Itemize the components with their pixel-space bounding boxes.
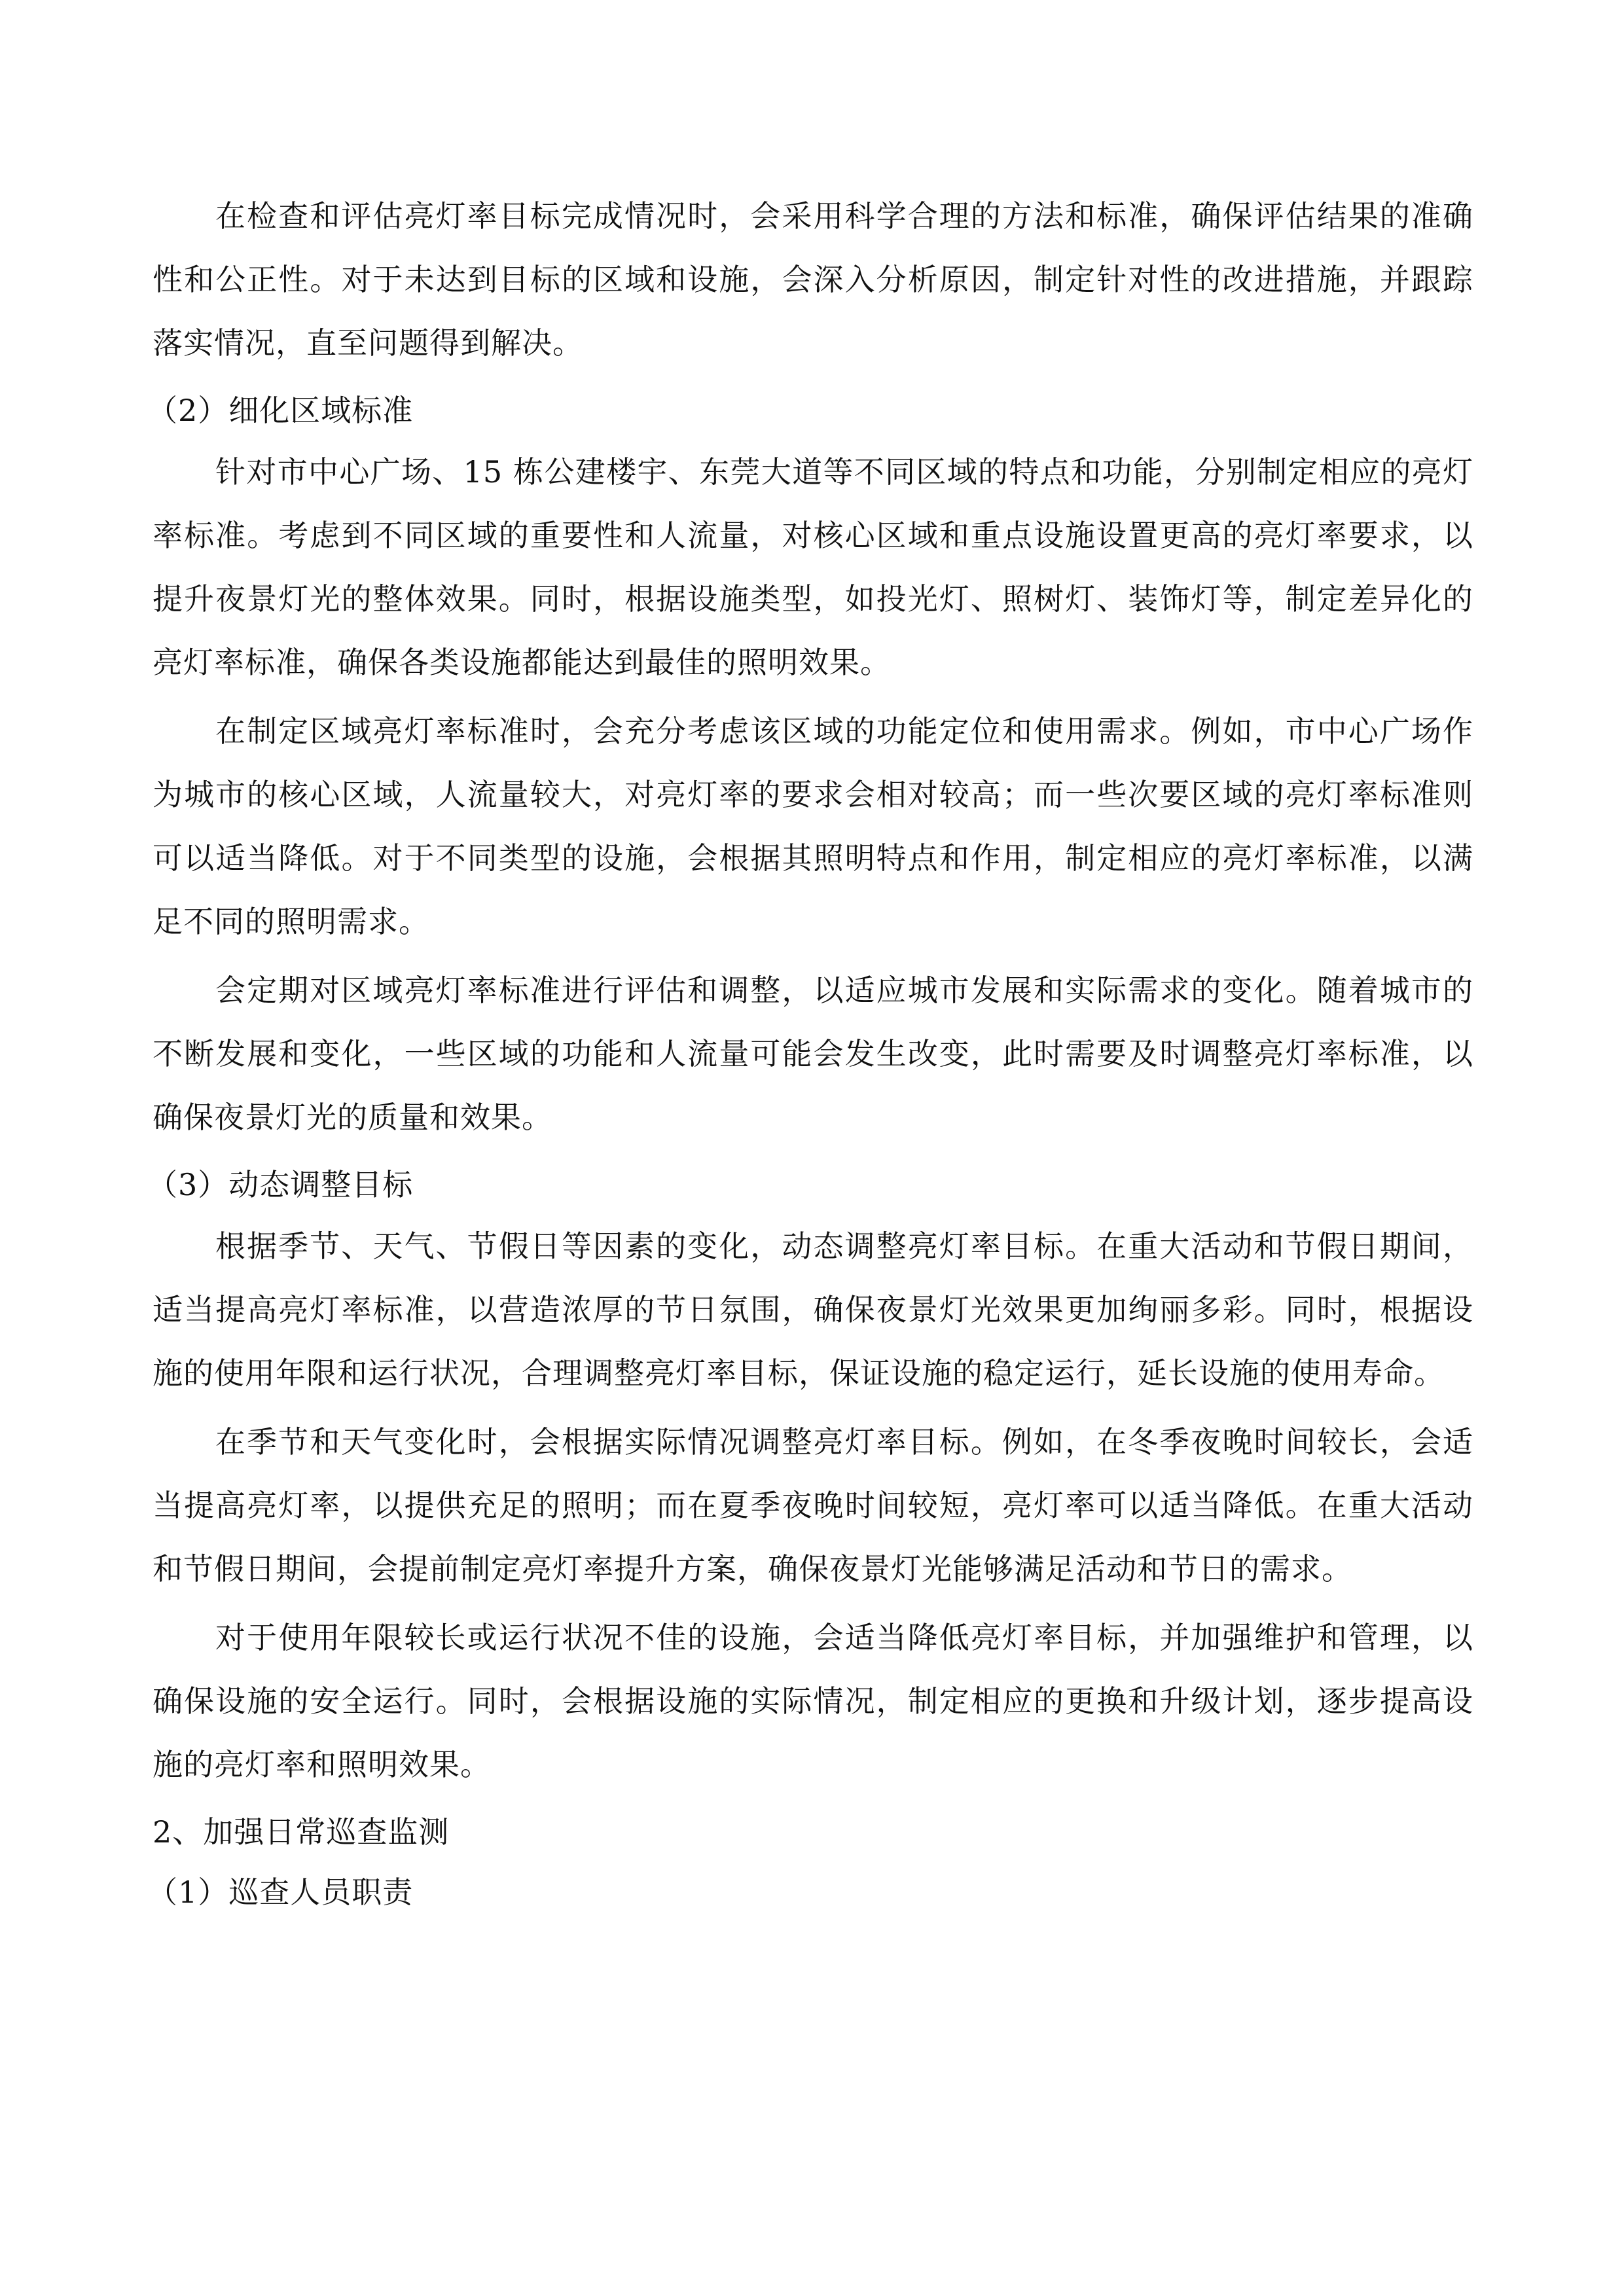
paragraph-regional-standards-formulation: 在制定区域亮灯率标准时，会充分考虑该区域的功能定位和使用需求。例如，市中心广场作为城市的核心区域，人流量较大，对亮灯率的要求会相对较高；而一些次要区域的亮灯率标准则可以适当降低。对于不同类型的设施，会根据其照明特点和作用，制定相应的亮灯率标准，以满足不同的照明需求。 bbox=[153, 713, 1473, 939]
paragraph-seasonal-adjustment: 在季节和天气变化时，会根据实际情况调整亮灯率目标。例如，在冬季夜晚时间较长，会适当提高亮灯率，以提供充足的照明；而在夏季夜晚时间较短，亮灯率可以适当降低。在重大活动和节假日期间，会提前制定亮灯率提升方案，确保夜景灯光能够满足活动和节日的需求。 bbox=[153, 1424, 1473, 1587]
paragraph-dynamic-adjustment-intro: 根据季节、天气、节假日等因素的变化，动态调整亮灯率目标。在重大活动和节假日期间，适当提高亮灯率标准，以营造浓厚的节日氛围，确保夜景灯光效果更加绚丽多彩。同时，根据设施的使用年限和运行状况，合理调整亮灯率目标，保证设施的稳定运行，延长设施的使用寿命。 bbox=[153, 1229, 1473, 1391]
paragraph-regional-standards-review: 会定期对区域亮灯率标准进行评估和调整，以适应城市发展和实际需求的变化。随着城市的不断发展和变化，一些区域的功能和人流量可能会发生改变，此时需要及时调整亮灯率标准，以确保夜景灯光的质量和效果。 bbox=[153, 973, 1473, 1135]
heading-refine-regional-standards: （2）细化区域标准 bbox=[147, 393, 414, 428]
heading-dynamic-adjustment: （3）动态调整目标 bbox=[147, 1167, 414, 1202]
heading-daily-patrol-monitoring: 2、加强日常巡查监测 bbox=[153, 1814, 450, 1850]
paragraph-regional-standards-intro: 针对市中心广场、15 栋公建楼宇、东莞大道等不同区域的特点和功能，分别制定相应的亮灯率标准。考虑到不同区域的重要性和人流量，对核心区域和重点设施设置更高的亮灯率要求，以提升夜景灯光的整体效果。同时，根据设施类型，如投光灯、照树灯、装饰灯等，制定差异化的亮灯率标准，确保各类设施都能达到最佳的照明效果。 bbox=[153, 454, 1473, 680]
paragraph-evaluation-method: 在检查和评估亮灯率目标完成情况时，会采用科学合理的方法和标准，确保评估结果的准确性和公正性。对于未达到目标的区域和设施，会深入分析原因，制定针对性的改进措施，并跟踪落实情况，直至问题得到解决。 bbox=[153, 198, 1473, 361]
heading-patrol-staff-duties: （1）巡查人员职责 bbox=[147, 1874, 414, 1910]
paragraph-aging-facilities: 对于使用年限较长或运行状况不佳的设施，会适当降低亮灯率目标，并加强维护和管理，以确保设施的安全运行。同时，会根据设施的实际情况，制定相应的更换和升级计划，逐步提高设施的亮灯率和照明效果。 bbox=[153, 1620, 1473, 1782]
document-page bbox=[147, 185, 1473, 1922]
